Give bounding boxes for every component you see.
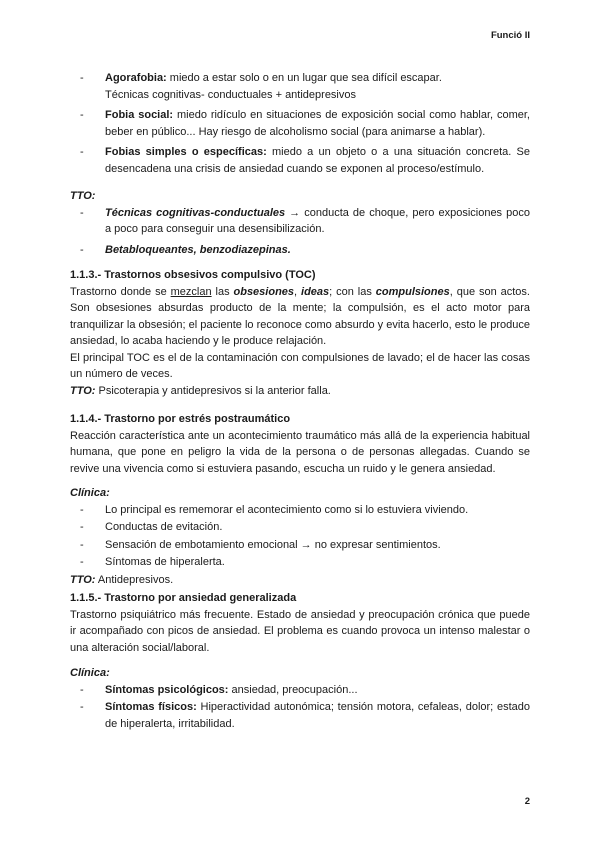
dash-bullet: - [80,503,84,516]
treatment-name: Técnicas cognitivas-conductuales [105,206,286,219]
symptom-term: Síntomas físicos: [105,701,197,713]
tto-label: TTO: [70,384,96,397]
symptom-detail: ansiedad, preocupación... [228,683,358,696]
dash-bullet: - [80,701,84,713]
phobia-treatment-note: Técnicas cognitivas- conductuales + antidepresivos [105,88,356,101]
dash-bullet: - [80,683,84,696]
tto-text: Psicoterapia y antidepresivos si la anterior falla. [95,384,331,397]
section-heading-1-1-4: 1.1.4.- Trastorno por estrés postraumático [70,413,291,425]
dash-bullet: - [80,521,84,533]
ptsd-tto-line [70,572,530,589]
treatment-detail: conducta de choque, pero exposiciones poco a poco para conseguir una desensibilización. [105,206,530,235]
phobia-term: Fobias simples o específicas: [105,146,267,158]
emphasized-word: ideas [301,285,330,298]
dash-bullet: - [80,146,84,158]
gad-clinic-list [70,682,530,733]
list-item-agorafobia [70,70,530,103]
list-item [70,537,530,554]
dash-bullet: - [80,556,84,568]
phobia-description: miedo a un objeto o a una situación concreta. Se desencadena una crisis de ansiedad cuando se exponen al proceso/estímulo. [105,146,530,175]
emphasized-word: obsesiones [233,285,295,298]
ptsd-paragraph: Reacción característica ante un acontecimiento traumático más allá de la experiencia habitual humana, que pone en peligro la vida de la persona o de personas allegadas. Cuando se revive una vivencia como si estuviera pasando, escucha un ruido y le genera ansiedad. [70,429,530,475]
text-run: Trastorno donde se [70,285,171,298]
tto-text: Antidepresivos. [95,573,174,586]
clinic-symptom: Lo principal es rememorar el acontecimiento como si lo estuviera viviendo. [105,503,469,516]
dash-bullet: - [80,206,84,219]
list-item [70,519,530,536]
clinic-symptom: Conductas de evitación. [105,521,223,533]
list-item-tecnicas [70,205,530,238]
tto-label: TTO: [70,190,96,202]
list-item-sintomas-psicologicos [70,682,530,699]
list-item [70,554,530,571]
phobia-term: Fobia social: [105,109,174,121]
clinica-label: Clínica: [70,487,110,499]
phobia-term: Agorafobia: [105,72,167,84]
symptom-term: Síntomas psicológicos: [105,683,229,696]
list-item [70,502,530,519]
symptom-detail: Hiperactividad autonómica; tensión motora, cefaleas, dolor; estado de hiperalerta, irritabilidad. [105,701,530,730]
gad-paragraph: Trastorno psiquiátrico más frecuente. Estado de ansiedad y preocupación crónica que puede ir acompañado con picos de ansiedad. El problema es cuando provoca un intenso malestar o una alteración social/laboral. [70,608,530,654]
text-run: las [211,285,234,298]
phobia-description: miedo a estar solo o en un lugar que sea difícil escapar. [166,72,442,84]
emphasized-word: compulsiones [375,285,450,298]
ptsd-clinic-list [70,502,530,571]
clinic-symptom: Síntomas de hiperalerta. [105,556,225,568]
page-number: 2 [524,796,530,807]
clinic-symptom: Sensación de embotamiento emocional → no expresar sentimientos. [105,538,441,551]
dash-bullet: - [80,72,84,84]
treatment-name: Betabloqueantes, benzodiazepinas. [105,243,291,256]
underlined-word: mezclan [170,285,212,298]
list-item-fobias-simples [70,144,530,177]
phobia-types-list [70,70,530,177]
toc-tto-line [70,383,530,400]
phobia-description: miedo ridículo en situaciones de exposición social como hablar, comer, beber en público... Hay riesgo de alcoholismo social (para animarse a hablar). [105,109,530,138]
list-item-sintomas-fisicos [70,699,530,732]
arrow-glyph: → [285,206,305,219]
list-item-betabloqueantes [70,242,530,259]
dash-bullet: - [80,538,84,551]
text-run: ; con las [329,285,376,298]
toc-paragraph [70,284,530,350]
tto-list [70,205,530,259]
text-run: , [294,285,302,298]
dash-bullet: - [80,109,84,121]
course-title: Funció II [490,30,530,41]
list-item-fobia-social [70,107,530,140]
page-header [70,30,530,42]
tto-label: TTO: [70,573,96,586]
dash-bullet: - [80,243,84,256]
toc-paragraph-2: El principal TOC es el de la contaminación con compulsiones de lavado; el de hacer las cosas un número de veces. [70,351,530,380]
section-heading-1-1-3: 1.1.3.- Trastornos obsesivos compulsivo (TOC) [70,269,316,281]
clinica-label-2: Clínica: [70,667,110,679]
text-run: , que son actos. Son obsesiones absurdas producto de la mente; la compulsión, es el acto motor para tranquilizar la obsesión; el paciente lo reconoce como absurdo y evita hacerlo, esto le produce ansiedad, lo acaba haciendo y le produce relajación. [70,285,530,347]
section-heading-1-1-5: 1.1.5.- Trastorno por ansiedad generalizada [70,592,297,604]
